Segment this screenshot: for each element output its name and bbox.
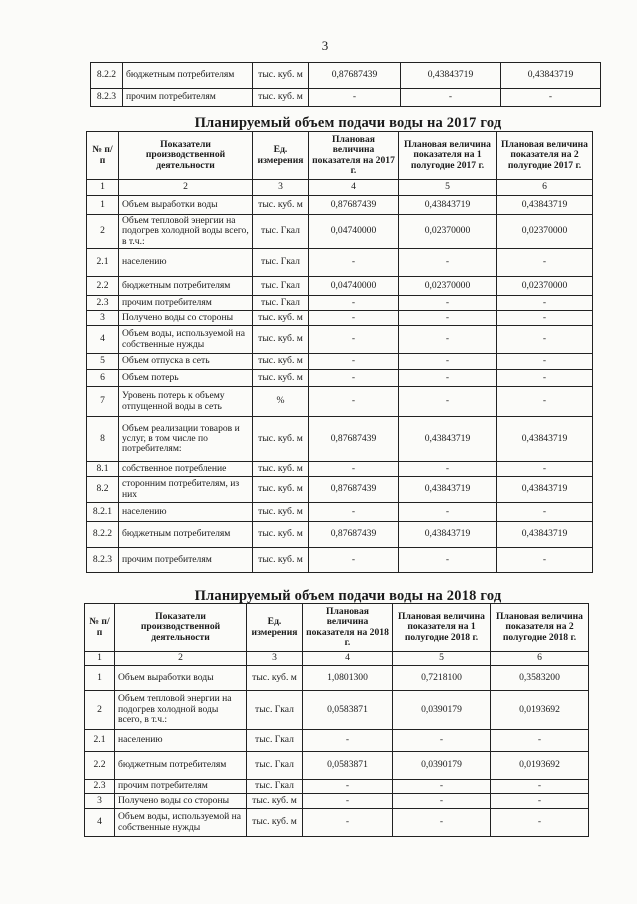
value-half-1: - [399, 296, 497, 311]
row-number: 8 [87, 417, 119, 462]
indicator-name: бюджетным потребителям [119, 522, 253, 548]
header-col5: Плановая величина показателя на 1 полугодие 2017 г. [399, 132, 497, 180]
value-half-2: - [497, 462, 593, 477]
row-number: 6 [87, 370, 119, 387]
row-number: 2.3 [85, 780, 115, 794]
table-row [87, 462, 593, 477]
value-year: - [309, 370, 399, 387]
value-half-2: 0,02370000 [497, 277, 593, 296]
table-header-row [87, 132, 593, 180]
column-index-5: 5 [399, 180, 497, 196]
value-half-2: 0,43843719 [497, 417, 593, 462]
value-half-2: 0,43843719 [501, 63, 601, 89]
row-number: 8.2.1 [87, 503, 119, 522]
column-index-6: 6 [497, 180, 593, 196]
unit-of-measure: тыс. куб. м [253, 89, 309, 107]
indicator-name: сторонним потребителям, из них [119, 477, 253, 503]
row-number: 2.1 [85, 730, 115, 752]
header-num: № п/п [85, 604, 115, 652]
header-num: № п/п [87, 132, 119, 180]
indicator-name: бюджетным потребителям [115, 752, 247, 780]
value-half-1: 0,0390179 [393, 752, 491, 780]
indicator-name: прочим потребителям [119, 548, 253, 573]
value-half-1: - [393, 730, 491, 752]
value-half-2: - [497, 548, 593, 573]
value-year: 1,0801300 [303, 666, 393, 691]
column-index-3: 3 [253, 180, 309, 196]
value-half-2: - [501, 89, 601, 107]
value-half-2: 0,02370000 [497, 215, 593, 249]
unit-of-measure: тыс. куб. м [247, 666, 303, 691]
indicator-name: бюджетным потребителям [119, 277, 253, 296]
row-number: 8.1 [87, 462, 119, 477]
row-number: 4 [87, 326, 119, 354]
value-year: - [309, 326, 399, 354]
table-row [87, 370, 593, 387]
table-row [87, 522, 593, 548]
row-number: 2 [87, 215, 119, 249]
row-number: 8.2.2 [87, 522, 119, 548]
value-half-2: 0,0193692 [491, 691, 589, 730]
row-number: 2.2 [87, 277, 119, 296]
value-half-1: 0,43843719 [399, 477, 497, 503]
table-row [87, 311, 593, 326]
indicator-name: Уровень потерь к объему отпущенной воды в сеть [119, 387, 253, 417]
indicator-name: Получено воды со стороны [115, 794, 247, 809]
row-number: 2.1 [87, 249, 119, 277]
column-index-2: 2 [119, 180, 253, 196]
table-row [85, 752, 589, 780]
value-half-1: - [399, 326, 497, 354]
indicator-name: прочим потребителям [123, 89, 253, 107]
value-half-2: - [491, 730, 589, 752]
value-half-2: - [497, 354, 593, 370]
unit-of-measure: тыс. куб. м [253, 522, 309, 548]
table-row [87, 296, 593, 311]
unit-of-measure: тыс. куб. м [253, 462, 309, 477]
header-name: Показатели производственной деятельности [119, 132, 253, 180]
table-row [87, 277, 593, 296]
indicator-name: Объем выработки воды [115, 666, 247, 691]
row-number: 1 [85, 666, 115, 691]
row-number: 5 [87, 354, 119, 370]
value-half-1: - [399, 387, 497, 417]
value-year: - [309, 503, 399, 522]
value-year: - [303, 794, 393, 809]
table-row [87, 249, 593, 277]
unit-of-measure: тыс. куб. м [253, 354, 309, 370]
unit-of-measure: тыс. Гкал [247, 780, 303, 794]
column-index-4: 4 [303, 652, 393, 666]
table-2017-title: Планируемый объем подачи воды на 2017 год [194, 115, 502, 131]
value-half-1: - [399, 370, 497, 387]
indicator-name: прочим потребителям [115, 780, 247, 794]
value-year: - [303, 809, 393, 837]
value-year: - [309, 296, 399, 311]
value-year: - [309, 311, 399, 326]
header-unit: Ед. измерения [253, 132, 309, 180]
value-year: 0,04740000 [309, 215, 399, 249]
row-number: 1 [87, 196, 119, 215]
value-year: - [309, 354, 399, 370]
table-row [87, 548, 593, 573]
continuation-table [90, 62, 601, 107]
value-year: 0,04740000 [309, 277, 399, 296]
header-col5: Плановая величина показателя на 1 полугодие 2018 г. [393, 604, 491, 652]
column-index-1: 1 [85, 652, 115, 666]
value-year: 0,87687439 [309, 196, 399, 215]
row-number: 8.2.3 [91, 89, 123, 107]
value-half-2: 0,43843719 [497, 477, 593, 503]
indicator-name: бюджетным потребителям [123, 63, 253, 89]
value-half-2: - [491, 794, 589, 809]
table-header-row [85, 604, 589, 652]
column-index-row [87, 180, 593, 196]
value-half-2: - [497, 296, 593, 311]
indicator-name: Объем воды, используемой на собственные нужды [119, 326, 253, 354]
value-half-2: - [491, 780, 589, 794]
column-index-3: 3 [247, 652, 303, 666]
header-name: Показатели производственной деятельности [115, 604, 247, 652]
header-col4: Плановая величина показателя на 2018 г. [303, 604, 393, 652]
unit-of-measure: тыс. Гкал [247, 691, 303, 730]
table-2018-title: Планируемый объем подачи воды на 2018 год [194, 588, 502, 604]
unit-of-measure: тыс. Гкал [253, 215, 309, 249]
table-row [85, 794, 589, 809]
table-row [87, 326, 593, 354]
column-index-1: 1 [87, 180, 119, 196]
value-half-2: - [497, 503, 593, 522]
table-row [87, 196, 593, 215]
value-year: - [309, 462, 399, 477]
indicator-name: Объем реализации товаров и услуг, в том числе по потребителям: [119, 417, 253, 462]
table-row [85, 780, 589, 794]
value-year: - [309, 387, 399, 417]
column-index-row [85, 652, 589, 666]
unit-of-measure: тыс. куб. м [253, 503, 309, 522]
header-col4: Плановая величина показателя на 2017 г. [309, 132, 399, 180]
table-row [87, 417, 593, 462]
value-half-2: - [497, 326, 593, 354]
value-half-1: - [393, 794, 491, 809]
unit-of-measure: тыс. Гкал [247, 730, 303, 752]
unit-of-measure: тыс. куб. м [253, 417, 309, 462]
table-row [87, 387, 593, 417]
table-row [91, 89, 601, 107]
value-half-1: - [399, 354, 497, 370]
indicator-name: Объем отпуска в сеть [119, 354, 253, 370]
value-year: 0,87687439 [309, 477, 399, 503]
indicator-name: Получено воды со стороны [119, 311, 253, 326]
value-half-1: 0,0390179 [393, 691, 491, 730]
water-supply-2017-table [86, 131, 593, 573]
value-half-2: - [497, 311, 593, 326]
table-row [87, 503, 593, 522]
unit-of-measure: тыс. куб. м [253, 311, 309, 326]
unit-of-measure: % [253, 387, 309, 417]
table-row [87, 215, 593, 249]
table-row [85, 730, 589, 752]
row-number: 3 [85, 794, 115, 809]
value-half-1: 0,02370000 [399, 277, 497, 296]
value-year: 0,87687439 [309, 63, 401, 89]
unit-of-measure: тыс. Гкал [253, 296, 309, 311]
value-year: - [309, 548, 399, 573]
value-half-2: 0,43843719 [497, 522, 593, 548]
indicator-name: населению [115, 730, 247, 752]
value-half-2: 0,0193692 [491, 752, 589, 780]
header-unit: Ед. измерения [247, 604, 303, 652]
value-half-1: - [393, 809, 491, 837]
indicator-name: населению [119, 503, 253, 522]
indicator-name: Объем тепловой энергии на подогрев холодной воды всего, в т.ч.: [119, 215, 253, 249]
row-number: 2 [85, 691, 115, 730]
table-row [85, 691, 589, 730]
value-half-1: 0,02370000 [399, 215, 497, 249]
table-row [91, 63, 601, 89]
value-half-1: - [401, 89, 501, 107]
value-year: - [309, 89, 401, 107]
value-half-2: - [491, 809, 589, 837]
header-col6: Плановая величина показателя на 2 полугодие 2018 г. [491, 604, 589, 652]
water-supply-2018-table [84, 603, 589, 837]
value-year: 0,0583871 [303, 691, 393, 730]
value-half-1: - [399, 548, 497, 573]
value-half-2: 0,43843719 [497, 196, 593, 215]
page-number: 3 [321, 38, 329, 53]
indicator-name: Объем воды, используемой на собственные нужды [115, 809, 247, 837]
value-half-1: 0,43843719 [399, 417, 497, 462]
value-half-2: 0,3583200 [491, 666, 589, 691]
value-half-1: - [399, 249, 497, 277]
row-number: 2.3 [87, 296, 119, 311]
value-half-1: 0,43843719 [401, 63, 501, 89]
value-half-2: - [497, 387, 593, 417]
value-half-1: 0,43843719 [399, 522, 497, 548]
column-index-6: 6 [491, 652, 589, 666]
indicator-name: населению [119, 249, 253, 277]
unit-of-measure: тыс. куб. м [253, 63, 309, 89]
header-col6: Плановая величина показателя на 2 полугодие 2017 г. [497, 132, 593, 180]
value-half-2: - [497, 249, 593, 277]
value-half-2: - [497, 370, 593, 387]
value-half-1: 0,43843719 [399, 196, 497, 215]
unit-of-measure: тыс. куб. м [247, 794, 303, 809]
value-year: - [309, 249, 399, 277]
table-row [87, 477, 593, 503]
row-number: 8.2.3 [87, 548, 119, 573]
value-year: 0,0583871 [303, 752, 393, 780]
table-row [85, 666, 589, 691]
row-number: 4 [85, 809, 115, 837]
unit-of-measure: тыс. Гкал [253, 277, 309, 296]
column-index-5: 5 [393, 652, 491, 666]
value-half-1: - [393, 780, 491, 794]
indicator-name: Объем выработки воды [119, 196, 253, 215]
value-half-1: 0,7218100 [393, 666, 491, 691]
unit-of-measure: тыс. куб. м [253, 196, 309, 215]
value-half-1: - [399, 462, 497, 477]
row-number: 2.2 [85, 752, 115, 780]
table-row [85, 809, 589, 837]
unit-of-measure: тыс. Гкал [253, 249, 309, 277]
value-year: 0,87687439 [309, 522, 399, 548]
row-number: 8.2 [87, 477, 119, 503]
row-number: 8.2.2 [91, 63, 123, 89]
table-row [87, 354, 593, 370]
indicator-name: Объем тепловой энергии на подогрев холодной воды всего, в т.ч.: [115, 691, 247, 730]
column-index-2: 2 [115, 652, 247, 666]
value-half-1: - [399, 503, 497, 522]
indicator-name: прочим потребителям [119, 296, 253, 311]
unit-of-measure: тыс. куб. м [247, 809, 303, 837]
row-number: 7 [87, 387, 119, 417]
unit-of-measure: тыс. куб. м [253, 548, 309, 573]
indicator-name: собственное потребление [119, 462, 253, 477]
row-number: 3 [87, 311, 119, 326]
unit-of-measure: тыс. Гкал [247, 752, 303, 780]
value-half-1: - [399, 311, 497, 326]
unit-of-measure: тыс. куб. м [253, 326, 309, 354]
column-index-4: 4 [309, 180, 399, 196]
value-year: - [303, 730, 393, 752]
indicator-name: Объем потерь [119, 370, 253, 387]
value-year: 0,87687439 [309, 417, 399, 462]
value-year: - [303, 780, 393, 794]
unit-of-measure: тыс. куб. м [253, 477, 309, 503]
unit-of-measure: тыс. куб. м [253, 370, 309, 387]
